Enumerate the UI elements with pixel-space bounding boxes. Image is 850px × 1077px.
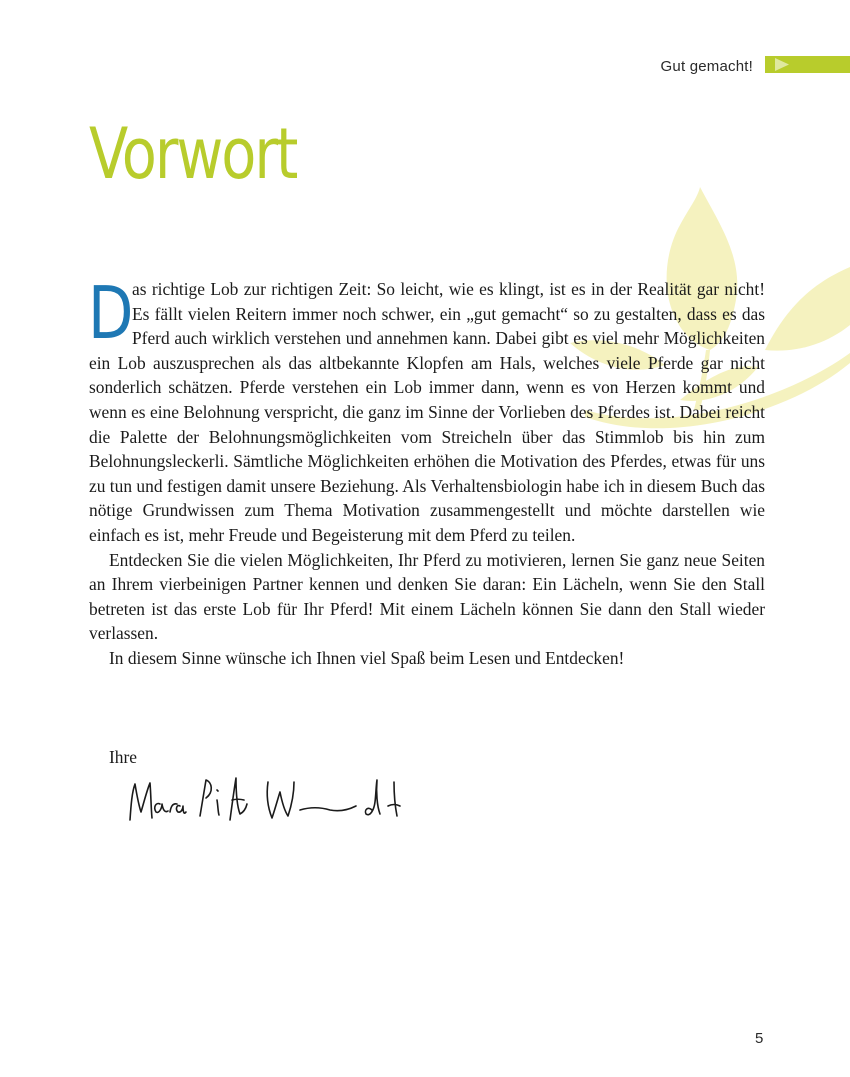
page-number: 5 [755, 1030, 764, 1047]
body-text [88, 271, 765, 671]
paragraph-2: Entdecken Sie die vielen Möglichkeiten, Ihr Pferd zu motivieren, lernen Sie ganz neue Seiten an Ihrem vierbeinigen Partner kennen und denken Sie daran: Ein Lächeln, wenn Sie den Stall betreten ist das erste Lob für Ihr Pferd! Mit einem Lächeln können Sie dann den Stall wieder verlassen. [89, 549, 765, 644]
closing-salutation: Ihre [109, 747, 137, 767]
paragraph-1 [88, 271, 765, 548]
paragraph-3: In diesem Sinne wünsche ich Ihnen viel Spaß beim Lesen und Entdecken! [109, 647, 625, 668]
triangle-right-icon [774, 58, 790, 71]
paragraph-1-text: as richtige Lob zur richtigen Zeit: So leicht, wie es klingt, ist es in der Realität gar nicht! Es fällt vielen Reitern immer noch schwer, ein „gut gemacht“ so zu gestalten, dass es das Pferd auch wirklich verstehen und annehmen kann. Dabei gibt es viel mehr Möglichkeiten ein Lob auszusprechen als das altbekannte Klopfen am Hals, welches viele Pferde gar nicht sonderlich schätzen. Pferde verstehen ein Lob immer dann, wenn es von Herzen kommt und wenn es eine Belohnung verspricht, die ganz im Sinne der Vorlieben des Pferdes ist. Dabei reicht die Palette der Belohnungsmöglichkeiten vom Streicheln über das Stimmlob bis hin zum Belohnungsleckerli. Sämtliche Möglichkeiten erhöhen die Motivation des Pferdes, etwas für uns zu tun und festigen damit unsere Beziehung. Als Verhaltensbiologin habe ich in diesem Buch das nötige Grundwissen zum Thema Motivation zusammengestellt und möchte darstellen wie einfach es ist, mehr Freude und Begeisterung mit dem Pferd zu teilen. [89, 279, 765, 545]
page-title: Vorwort [89, 113, 297, 195]
running-header: Gut gemacht! [660, 58, 753, 75]
signature [120, 760, 440, 835]
drop-cap: D [88, 271, 134, 355]
header-accent-bar [765, 56, 850, 73]
